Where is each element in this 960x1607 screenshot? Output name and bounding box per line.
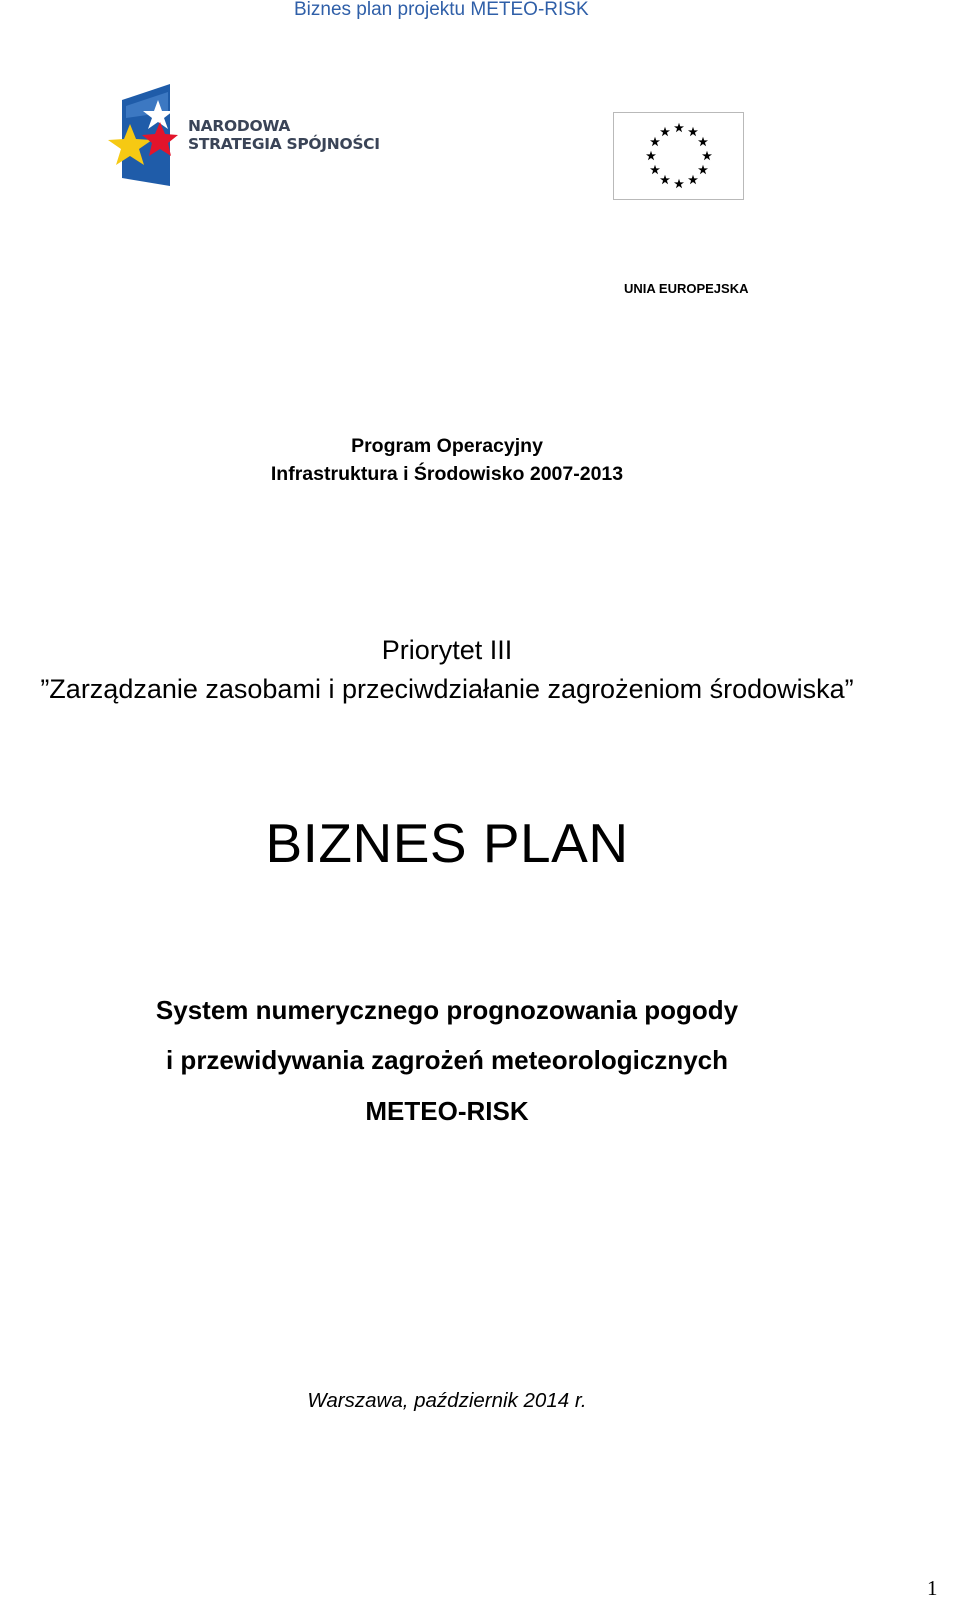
priority-line2: ”Zarządzanie zasobami i przeciwdziałanie zagrożeniom środowiska” bbox=[40, 674, 854, 704]
page-number: 1 bbox=[927, 1576, 938, 1600]
project-line2: i przewidywania zagrożeń meteorologicznych bbox=[165, 1045, 728, 1075]
nss-logo-line1: NARODOWA bbox=[188, 117, 291, 135]
project-line3: METEO-RISK bbox=[365, 1096, 529, 1126]
eu-stars-icon bbox=[614, 113, 743, 199]
eu-flag bbox=[613, 112, 744, 200]
program-line2: Infrastruktura i Środowisko 2007-2013 bbox=[270, 463, 624, 485]
document-title: BIZNES PLAN bbox=[265, 812, 629, 874]
eu-label: UNIA EUROPEJSKA bbox=[624, 281, 749, 296]
nss-emblem-icon bbox=[108, 84, 184, 188]
nss-logo-line2: STRATEGIA SPÓJNOŚCI bbox=[188, 135, 380, 153]
place-date: Warszawa, październik 2014 r. bbox=[307, 1389, 587, 1412]
project-line1: System numerycznego prognozowania pogody bbox=[155, 995, 739, 1025]
narodowa-strategia-spojnosci-logo bbox=[108, 84, 380, 188]
program-line1: Program Operacyjny bbox=[351, 435, 543, 457]
running-header-title: Biznes plan projektu METEO-RISK bbox=[294, 0, 589, 20]
priority-line1: Priorytet III bbox=[381, 635, 513, 665]
